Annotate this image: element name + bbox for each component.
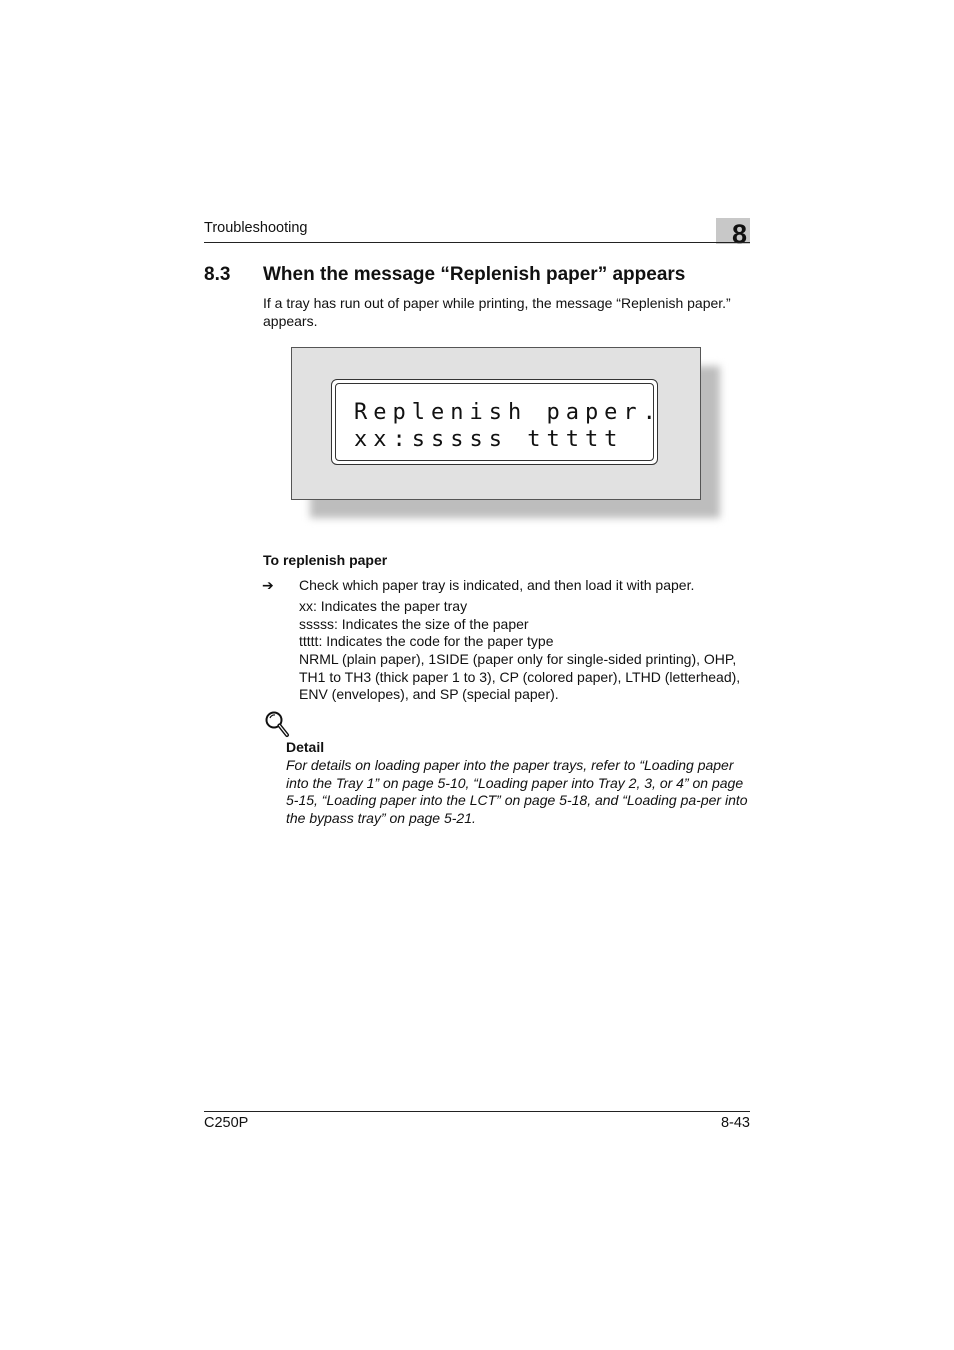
code-description-type: ttttt: Indicates the code for the paper type bbox=[299, 633, 554, 649]
lcd-message-line-2: xx:sssss ttttt bbox=[354, 427, 624, 452]
header-divider bbox=[204, 242, 750, 243]
footer-model-name: C250P bbox=[204, 1115, 249, 1131]
lcd-display-bezel bbox=[335, 383, 662, 461]
magnifier-icon bbox=[264, 710, 290, 738]
procedure-heading: To replenish paper bbox=[263, 552, 388, 568]
section-number: 8.3 bbox=[204, 264, 231, 285]
code-description-tray: xx: Indicates the paper tray bbox=[299, 598, 468, 614]
chapter-number-badge: 8 bbox=[716, 218, 750, 244]
detail-label: Detail bbox=[286, 739, 325, 755]
section-title: When the message “Replenish paper” appears bbox=[263, 264, 686, 285]
footer-divider bbox=[204, 1111, 750, 1112]
code-description-size: sssss: Indicates the size of the paper bbox=[299, 616, 529, 632]
intro-paragraph: If a tray has run out of paper while printing, the message “Replenish paper.” appears. bbox=[263, 295, 731, 329]
paper-type-codes: NRML (plain paper), 1SIDE (paper only for single-sided printing), OHP, TH1 to TH3 (thick paper 1 to 3), CP (colored paper), LTHD (letterhead), ENV (envelopes), and SP (special paper). bbox=[299, 651, 741, 702]
detail-text: For details on loading paper into the paper trays, refer to “Loading paper into the Tray 1” on page 5-10, “Loading paper into Tray 2, 3, or 4” on page 5-15, “Loading paper into the LCT” on page 5-18, and “Loading pa-per into the bypass tray” on page 5-21. bbox=[286, 757, 748, 826]
footer-page-number: 8-43 bbox=[720, 1115, 750, 1131]
running-header: Troubleshooting bbox=[204, 220, 308, 236]
lcd-display bbox=[331, 379, 662, 465]
lcd-message-line-1: Replenish paper. bbox=[354, 400, 662, 425]
step-arrow-icon: ➔ bbox=[262, 577, 274, 593]
procedure-step: Check which paper tray is indicated, and then load it with paper. bbox=[299, 577, 695, 593]
